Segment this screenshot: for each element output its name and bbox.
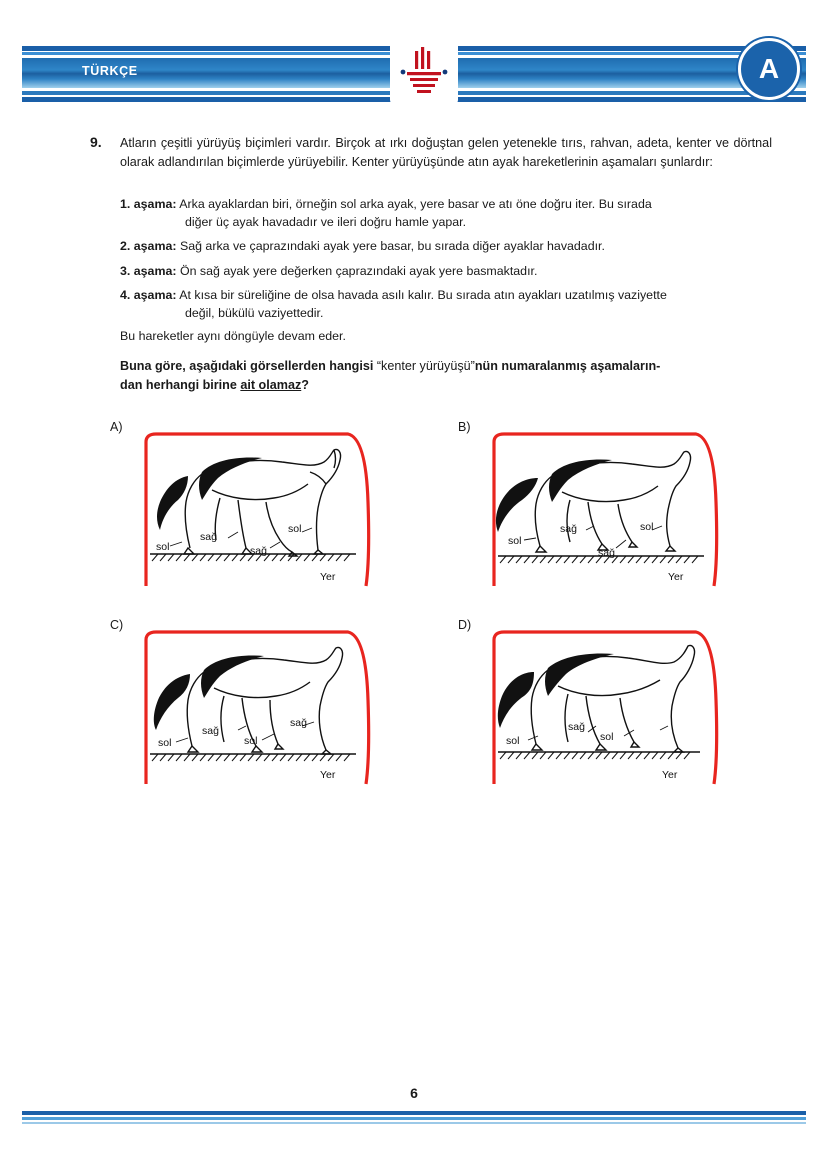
option-b-label: B): [458, 420, 471, 434]
prompt-part-2: nün numaralanmış aşamaların-: [474, 359, 661, 373]
footer-rule-2: [22, 1117, 806, 1120]
stage-item: [120, 287, 772, 322]
prompt-line2-pre: dan herhangi birine: [120, 378, 241, 392]
stage-text: Ön sağ ayak yere değerken çaprazındaki ayak yere basmaktadır.: [179, 263, 538, 278]
leg-label: sol: [506, 735, 520, 747]
stage-item: [120, 196, 772, 231]
horse-illustration-a: [142, 428, 372, 588]
question-number: 9.: [90, 134, 102, 150]
leg-label: sağ: [560, 523, 577, 535]
leg-label: sağ: [290, 717, 307, 729]
question-prompt: [120, 357, 770, 395]
footer-rule-1: [22, 1111, 806, 1115]
option-c-label: C): [110, 618, 124, 632]
subject-title: TÜRKÇE: [82, 64, 138, 78]
leg-label: sol: [156, 541, 170, 553]
leg-label: sağ: [250, 545, 267, 557]
leg-label: sağ: [202, 725, 219, 737]
leg-label: sol: [288, 523, 302, 535]
stage-item: [120, 238, 772, 256]
closing-sentence: Bu hareketler aynı döngüyle devam eder.: [120, 329, 346, 343]
leg-label: sağ: [568, 721, 585, 733]
question-stem: Atların çeşitli yürüyüş biçimleri vardır. Birçok at ırkı doğuştan gelen yetenekle tırıs, rahvan, adeta, kenter ve dörtnal olarak adlandırılan biçimlerde yürüyebilir. Kenter yürüyüşünde atın ayak hareketlerinin aşamaları şunlardır:: [120, 136, 772, 169]
option-a-figure: [142, 428, 372, 588]
booklet-letter-badge: A: [738, 38, 800, 100]
leg-label: sol: [508, 535, 522, 547]
option-a-label: A): [110, 420, 123, 434]
footer-rule-3: [22, 1122, 806, 1124]
leg-label: sağ: [598, 547, 615, 559]
prompt-line2-post: ?: [301, 378, 309, 392]
page-header: [22, 46, 806, 108]
horse-illustration-c: [142, 626, 372, 786]
option-d-figure: [490, 626, 720, 786]
ground-label: Yer: [320, 769, 336, 781]
page-number: 6: [410, 1085, 418, 1101]
stage-item: [120, 263, 772, 281]
prompt-quoted: “kenter yürüyüşü”: [376, 359, 475, 373]
leg-label: sol: [640, 521, 654, 533]
ground-label: Yer: [668, 571, 684, 583]
stage-text: Arka ayaklardan biri, örneğin sol arka ayak, yere basar ve atı öne doğru iter. Bu sırada: [179, 197, 652, 211]
option-d-label: D): [458, 618, 472, 632]
prompt-underlined: ait olamaz: [240, 378, 302, 392]
ground-label: Yer: [320, 571, 336, 583]
option-c-figure: [142, 626, 372, 786]
prompt-part-1: Buna göre, aşağıdaki görsellerden hangisi: [120, 359, 374, 373]
leg-label: sol: [158, 737, 172, 749]
stage-list: [120, 196, 772, 329]
leg-label: sol: [244, 735, 258, 747]
horse-illustration-b: [490, 428, 720, 588]
stage-label: 1. aşama:: [120, 197, 177, 211]
leg-label: sağ: [200, 531, 217, 543]
stage-text-cont: değil, bükülü vaziyettedir.: [185, 305, 324, 320]
stage-label: 2. aşama:: [120, 239, 177, 253]
stage-label: 4. aşama:: [120, 288, 177, 302]
ministry-emblem-icon: [390, 40, 458, 104]
option-b-figure: [490, 428, 720, 588]
leg-label: sol: [600, 731, 614, 743]
stage-text: Sağ arka ve çaprazındaki ayak yere basar, bu sırada diğer ayaklar havadadır.: [179, 239, 605, 253]
stage-label: 3. aşama:: [120, 263, 177, 278]
stage-text-cont: diğer üç ayak havadadır ve ileri doğru hamle yapar.: [185, 214, 467, 229]
stage-text: At kısa bir süreliğine de olsa havada asılı kalır. Bu sırada atın ayakları uzatılmış vaziyette: [179, 288, 667, 302]
ground-label: Yer: [662, 769, 678, 781]
horse-illustration-d: [490, 626, 720, 786]
